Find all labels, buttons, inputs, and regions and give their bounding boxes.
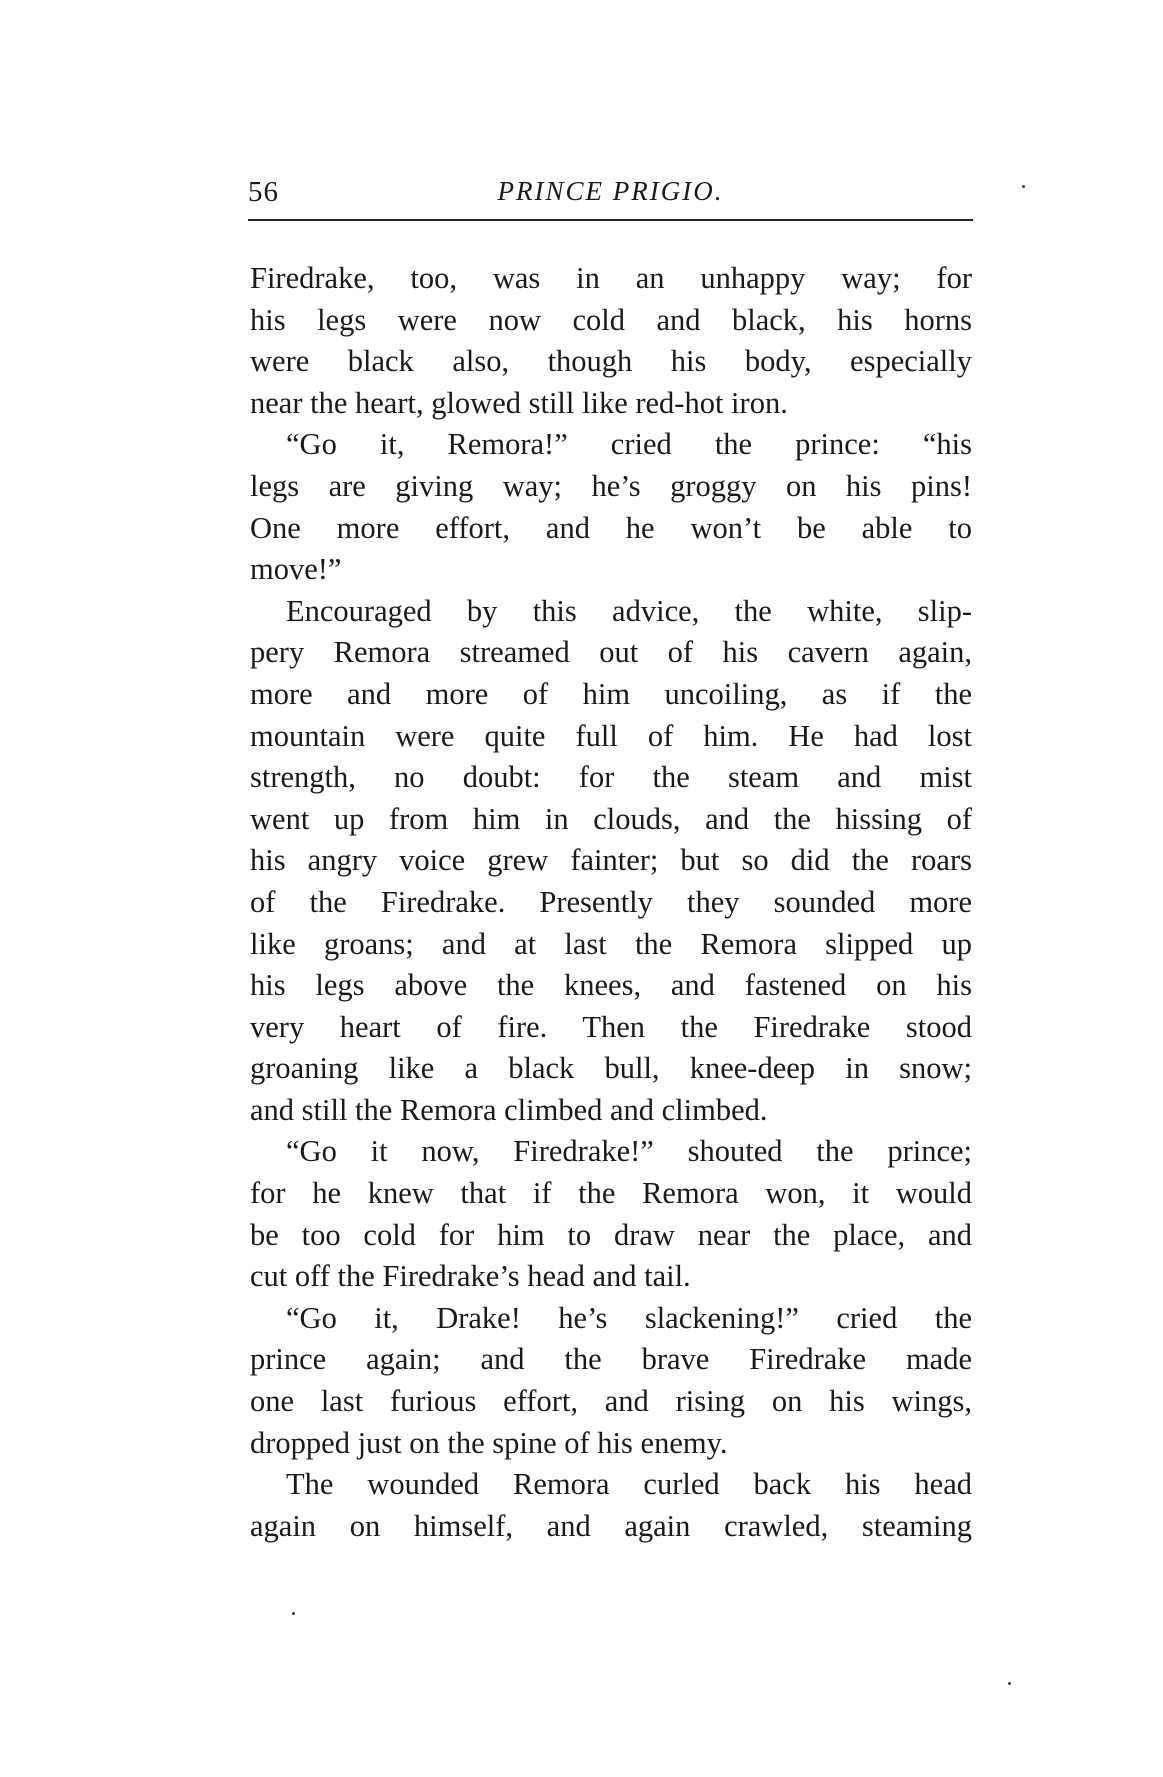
text-line: his legs above the knees, and fastened on his — [250, 968, 972, 1003]
text-line: like groans; and at last the Remora slipped up — [250, 926, 972, 961]
paper-speck — [1022, 185, 1025, 188]
text-line: one last furious effort, and rising on his wings, — [250, 1384, 972, 1419]
text-line: his legs were now cold and black, his horns — [250, 302, 972, 337]
text-line: “Go it, Drake! he’s slackening!” cried the — [286, 1300, 972, 1335]
header-rule — [248, 219, 973, 221]
text-line: Encouraged by this advice, the white, slip- — [286, 593, 972, 628]
text-line: The wounded Remora curled back his head — [286, 1467, 972, 1502]
text-line: and still the Remora climbed and climbed. — [250, 1092, 768, 1127]
text-line: his angry voice grew fainter; but so did the roars — [250, 843, 972, 878]
text-line: more and more of him uncoiling, as if the — [250, 676, 972, 711]
text-line: One more effort, and he won’t be able to — [250, 510, 972, 545]
text-line: for he knew that if the Remora won, it would — [250, 1176, 972, 1211]
text-line: again on himself, and again crawled, steaming — [250, 1508, 972, 1543]
text-line: strength, no doubt: for the steam and mist — [250, 760, 972, 795]
text-line: be too cold for him to draw near the place, and — [250, 1217, 972, 1252]
text-line: dropped just on the spine of his enemy. — [250, 1425, 728, 1460]
body-text — [250, 258, 972, 1547]
text-line: legs are giving way; he’s groggy on his pins! — [250, 468, 972, 503]
text-line: very heart of fire. Then the Firedrake stood — [250, 1009, 972, 1044]
text-line: pery Remora streamed out of his cavern again, — [250, 635, 972, 670]
text-line: Firedrake, too, was in an unhappy way; for — [250, 261, 972, 295]
paper-speck — [1008, 1682, 1011, 1685]
text-line: went up from him in clouds, and the hissing of — [250, 801, 972, 836]
text-line: mountain were quite full of him. He had lost — [250, 718, 972, 753]
text-line: “Go it now, Firedrake!” shouted the prince; — [286, 1134, 972, 1169]
text-line: were black also, though his body, especially — [250, 344, 972, 379]
text-line: near the heart, glowed still like red-hot iron. — [250, 385, 788, 420]
text-line: prince again; and the brave Firedrake made — [250, 1342, 972, 1377]
text-line: of the Firedrake. Presently they sounded more — [250, 884, 972, 919]
text-line: groaning like a black bull, knee-deep in snow; — [250, 1051, 972, 1086]
text-line: cut off the Firedrake’s head and tail. — [250, 1259, 691, 1294]
text-line: “Go it, Remora!” cried the prince: “his — [286, 427, 972, 462]
text-line: move!” — [250, 552, 342, 587]
paper-speck — [292, 1612, 295, 1615]
running-title: PRINCE PRIGIO. — [497, 176, 724, 206]
page-header — [248, 176, 973, 216]
page-number: 56 — [248, 176, 279, 208]
